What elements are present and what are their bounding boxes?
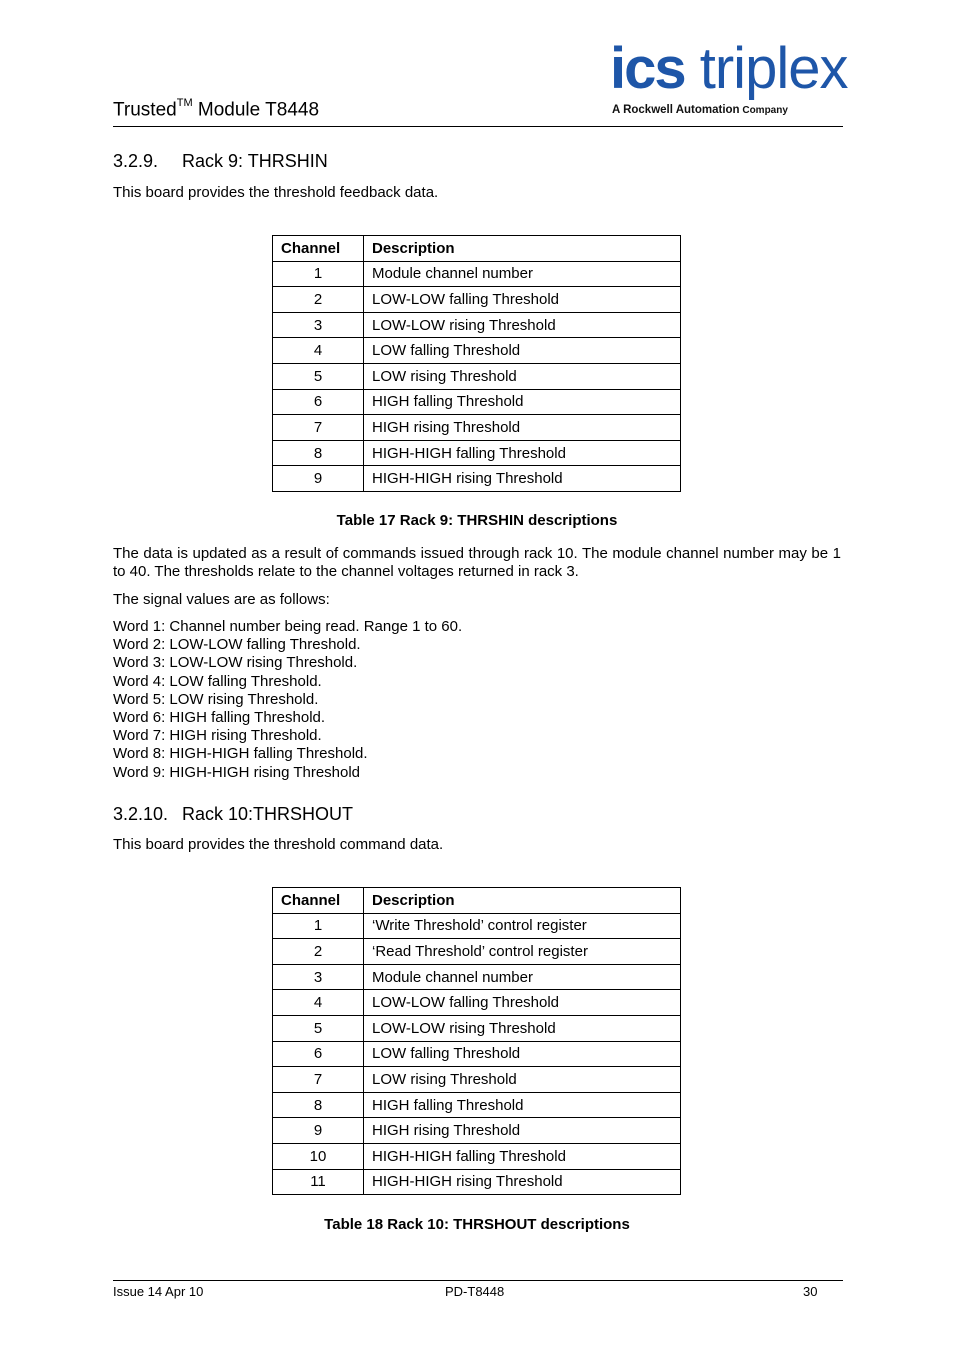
description-cell: LOW falling Threshold: [364, 338, 681, 364]
word-list-item: Word 2: LOW-LOW falling Threshold.: [113, 636, 361, 654]
table-header-row: [273, 236, 681, 262]
footer-page-number: 30: [803, 1284, 818, 1299]
company-logo: [610, 36, 848, 120]
table-caption-18: Table 18 Rack 10: THRSHOUT descriptions: [324, 1216, 630, 1233]
description-cell: LOW-LOW falling Threshold: [364, 990, 681, 1016]
description-cell: HIGH rising Threshold: [364, 415, 681, 441]
description-cell: LOW rising Threshold: [364, 1067, 681, 1093]
table-row: [273, 939, 681, 965]
channel-cell: 1: [273, 261, 364, 287]
description-cell: HIGH-HIGH rising Threshold: [364, 1169, 681, 1195]
table-row: [273, 415, 681, 441]
word-list-item: Word 5: LOW rising Threshold.: [113, 690, 319, 708]
table-row: [273, 1041, 681, 1067]
table-row: [273, 964, 681, 990]
table-row: [273, 389, 681, 415]
description-cell: HIGH falling Threshold: [364, 1092, 681, 1118]
logo-word-light: triplex: [684, 36, 848, 101]
section-number: 3.2.10.: [113, 804, 169, 824]
table-row: [273, 261, 681, 287]
section-intro: This board provides the threshold feedback data.: [113, 184, 439, 201]
word-list-item: Word 6: HIGH falling Threshold.: [113, 708, 326, 726]
column-header-description: Description: [364, 236, 681, 262]
word-list-item: Word 3: LOW-LOW rising Threshold.: [113, 654, 358, 672]
table-caption-17: Table 17 Rack 9: THRSHIN descriptions: [336, 512, 618, 529]
section-number: 3.2.9.: [113, 151, 159, 171]
thrshin-table: [272, 235, 681, 492]
description-cell: ‘Write Threshold’ control register: [364, 913, 681, 939]
table-row: [273, 363, 681, 389]
column-header-channel: Channel: [273, 236, 364, 262]
word-list-item: Word 1: Channel number being read. Range 1 to 60.: [113, 618, 463, 635]
logo-word-bold: ics: [610, 36, 685, 101]
channel-cell: 4: [273, 338, 364, 364]
table-row: [273, 312, 681, 338]
description-cell: LOW-LOW rising Threshold: [364, 1015, 681, 1041]
channel-cell: 2: [273, 287, 364, 313]
table-row: [273, 1118, 681, 1144]
section-intro: This board provides the threshold command data.: [113, 836, 444, 853]
channel-cell: 1: [273, 913, 364, 939]
description-cell: Module channel number: [364, 261, 681, 287]
footer-issue: Issue 14 Apr 10: [113, 1284, 204, 1299]
header-rule: [113, 126, 843, 127]
description-cell: HIGH falling Threshold: [364, 389, 681, 415]
description-cell: HIGH-HIGH rising Threshold: [364, 466, 681, 492]
body-paragraph: The data is updated as a result of commands issued through rack 10. The module channel number may be 1 to 40. The thresholds relate to the channel voltages returned in rack 3.: [113, 545, 841, 580]
title-suffix: Module T8448: [192, 99, 320, 121]
section-heading-rack9: [113, 151, 328, 172]
channel-cell: 5: [273, 363, 364, 389]
table-row: [273, 466, 681, 492]
word-list-item: Word 9: HIGH-HIGH rising Threshold: [113, 763, 361, 781]
section-title: Rack 10:THRSHOUT: [182, 804, 354, 824]
description-cell: LOW-LOW rising Threshold: [364, 312, 681, 338]
channel-cell: 6: [273, 1041, 364, 1067]
trademark-sup: TM: [176, 97, 193, 109]
description-cell: HIGH rising Threshold: [364, 1118, 681, 1144]
table-row: [273, 1067, 681, 1093]
footer-rule: [113, 1280, 843, 1281]
table-row: [273, 287, 681, 313]
table-row: [273, 990, 681, 1016]
table-row: [273, 440, 681, 466]
table-row: [273, 1015, 681, 1041]
channel-cell: 2: [273, 939, 364, 965]
description-cell: HIGH-HIGH falling Threshold: [364, 1143, 681, 1169]
description-cell: Module channel number: [364, 964, 681, 990]
table-row: [273, 338, 681, 364]
channel-cell: 9: [273, 466, 364, 492]
word-list-item: Word 7: HIGH rising Threshold.: [113, 727, 322, 745]
description-cell: LOW falling Threshold: [364, 1041, 681, 1067]
word-list: [113, 618, 462, 782]
channel-cell: 3: [273, 312, 364, 338]
table-header-row: [273, 888, 681, 914]
title-prefix: Trusted: [113, 99, 177, 121]
logo-wordmark: [610, 38, 847, 100]
thrshout-table: [272, 887, 681, 1195]
table-row: [273, 1092, 681, 1118]
description-cell: ‘Read Threshold’ control register: [364, 939, 681, 965]
table-row: [273, 913, 681, 939]
document-title: [113, 99, 319, 121]
logo-tagline-small: Company: [739, 105, 788, 116]
description-cell: LOW-LOW falling Threshold: [364, 287, 681, 313]
description-cell: LOW rising Threshold: [364, 363, 681, 389]
channel-cell: 8: [273, 1092, 364, 1118]
channel-cell: 9: [273, 1118, 364, 1144]
logo-tagline: [612, 104, 788, 116]
channel-cell: 5: [273, 1015, 364, 1041]
signal-values-intro: The signal values are as follows:: [113, 591, 330, 608]
description-cell: HIGH-HIGH falling Threshold: [364, 440, 681, 466]
table-row: [273, 1143, 681, 1169]
channel-cell: 4: [273, 990, 364, 1016]
channel-cell: 6: [273, 389, 364, 415]
channel-cell: 7: [273, 415, 364, 441]
channel-cell: 11: [273, 1169, 364, 1195]
column-header-description: Description: [364, 888, 681, 914]
channel-cell: 7: [273, 1067, 364, 1093]
channel-cell: 10: [273, 1143, 364, 1169]
word-list-item: Word 8: HIGH-HIGH falling Threshold.: [113, 745, 368, 763]
column-header-channel: Channel: [273, 888, 364, 914]
table-row: [273, 1169, 681, 1195]
word-list-item: Word 4: LOW falling Threshold.: [113, 672, 322, 690]
section-title: Rack 9: THRSHIN: [182, 151, 328, 171]
section-heading-rack10: [113, 804, 353, 825]
channel-cell: 3: [273, 964, 364, 990]
channel-cell: 8: [273, 440, 364, 466]
logo-tagline-main: A Rockwell Automation: [612, 104, 740, 116]
footer-doc-id: PD-T8448: [445, 1284, 505, 1299]
